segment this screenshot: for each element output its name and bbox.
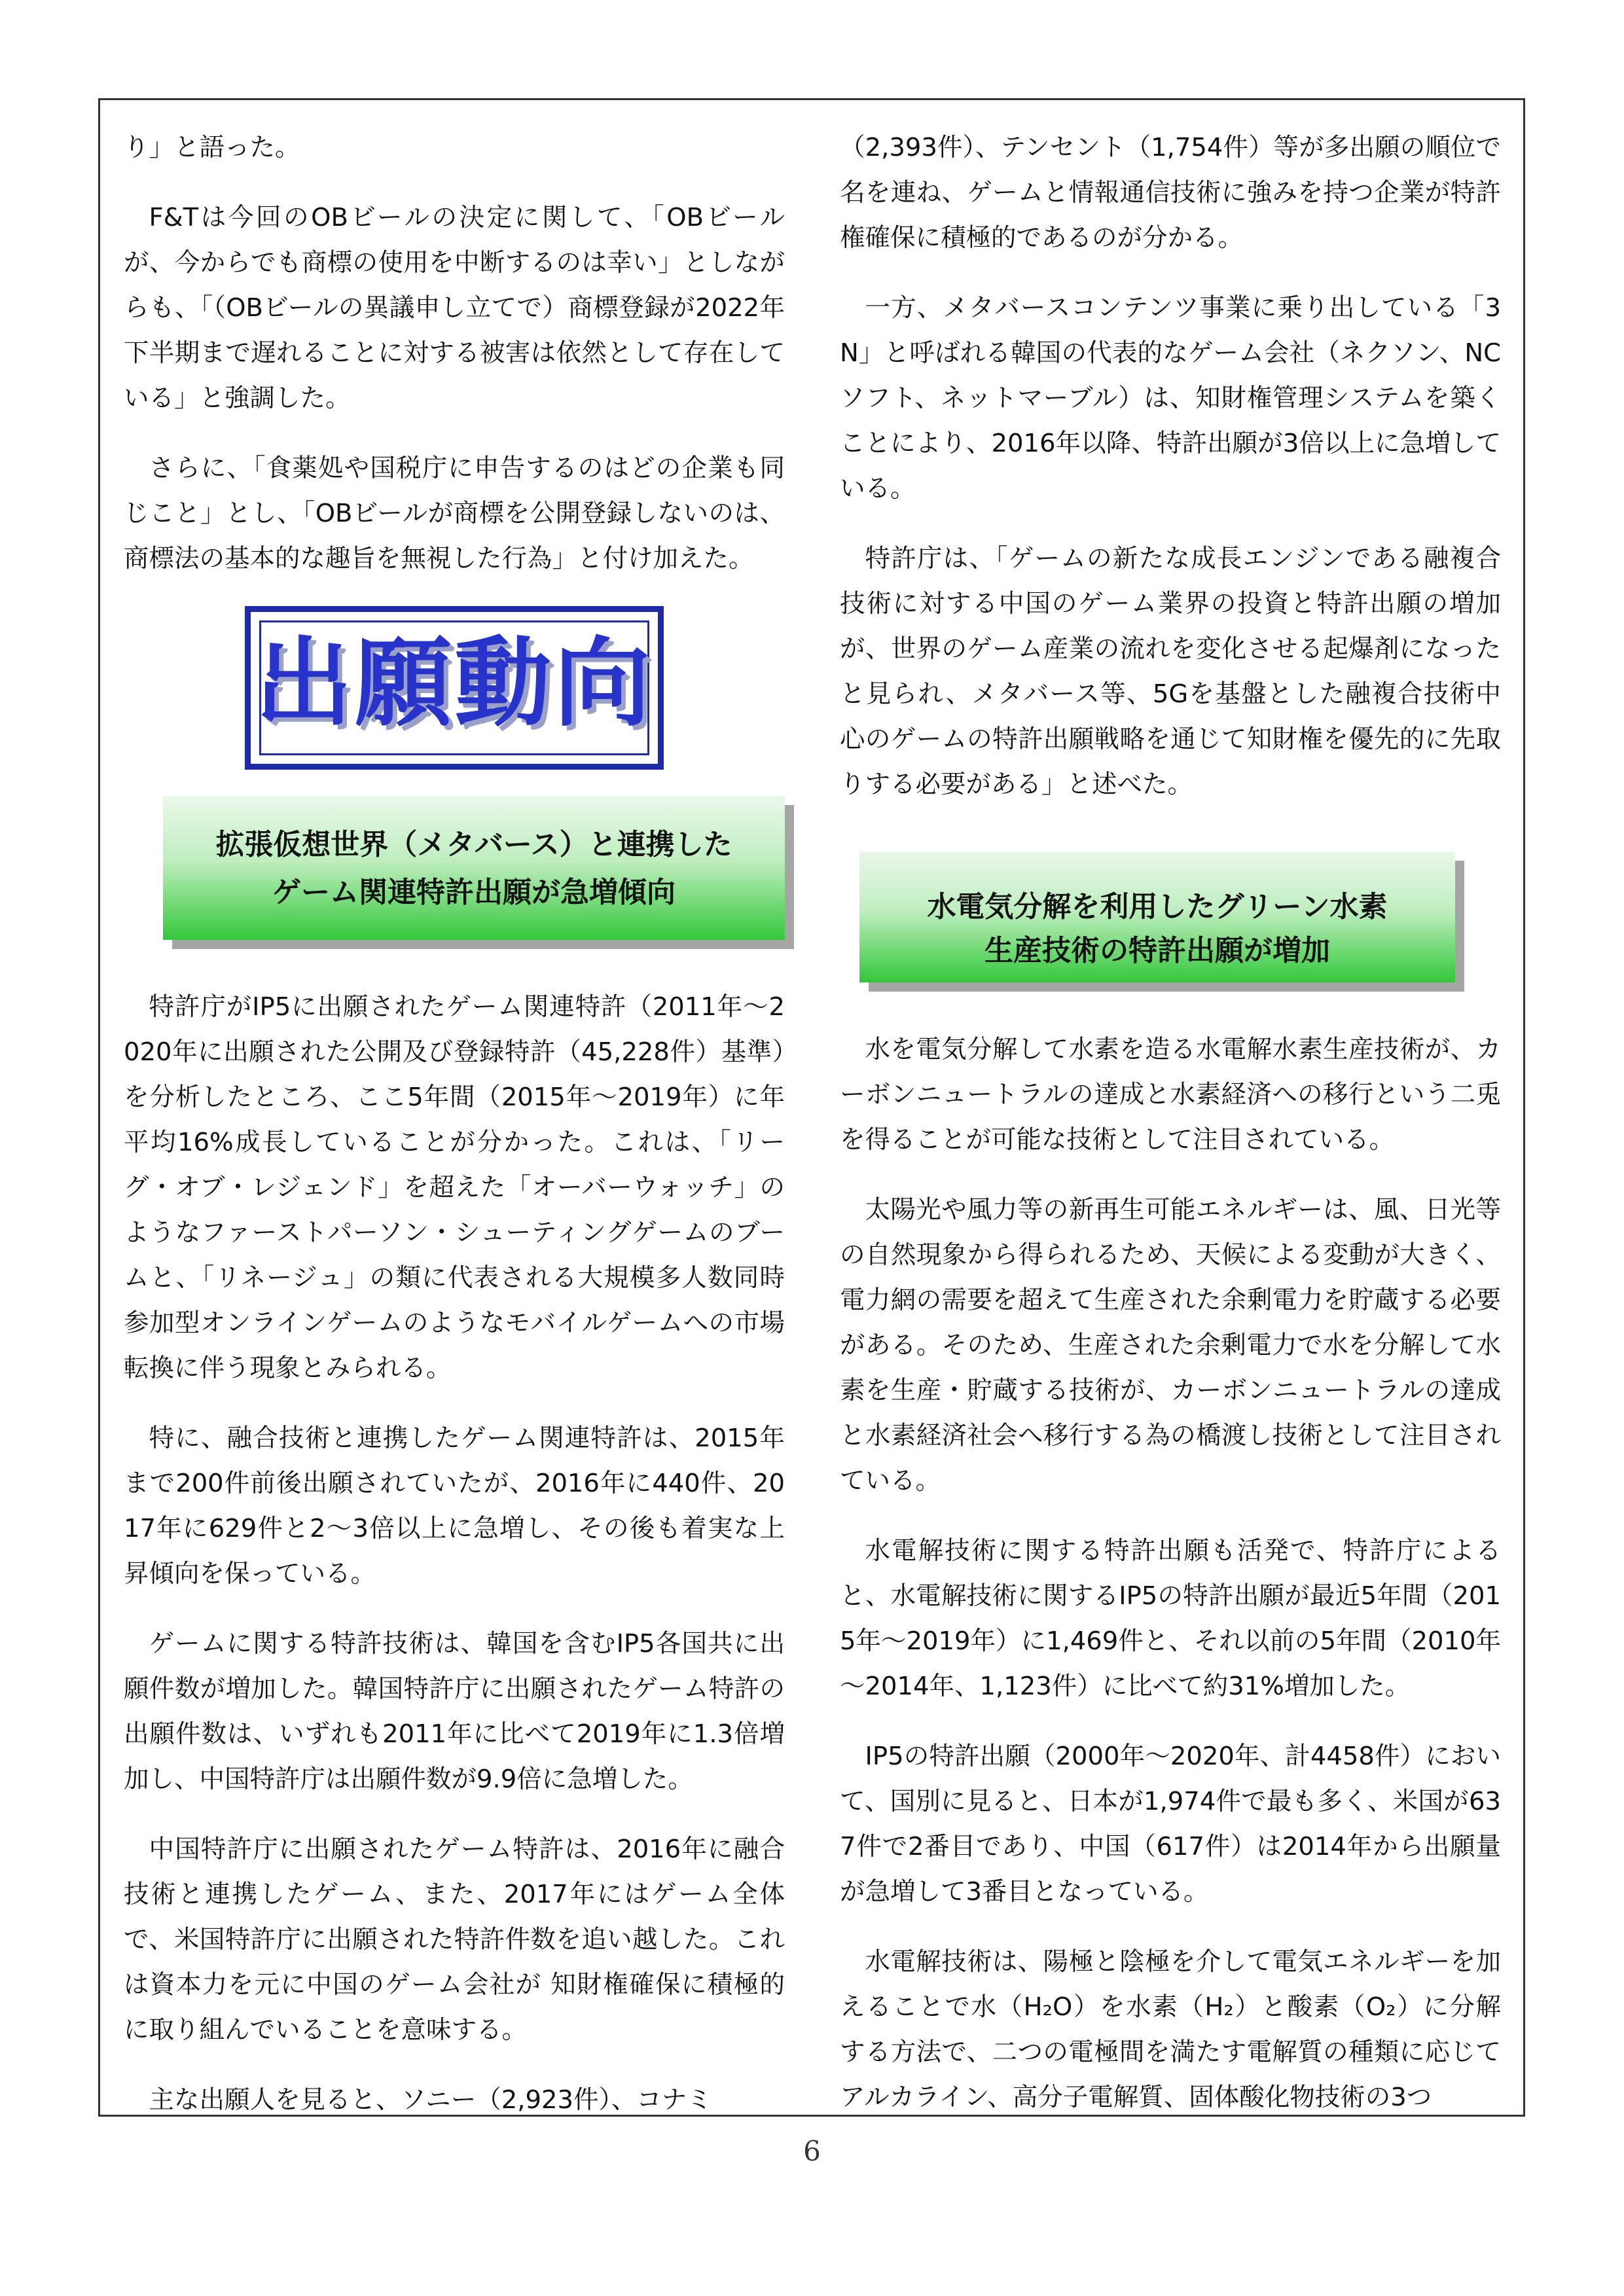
paragraph: 特許庁は、「ゲームの新たな成長エンジンである融複合技術に対する中国のゲーム業界の投資と特許出願の増加が、世界のゲーム産業の流れを変化させる起爆剤になったと見られ、メタバース等、5Gを基盤とした融複合技術中心のゲームの特許出願戦略を通じて知財権を優先的に先取りする必要がある」と述べた。 [840, 544, 1501, 799]
paragraph: り」と語った。 [124, 133, 300, 162]
page-frame [98, 98, 1525, 2117]
right-column [840, 125, 1501, 2145]
paragraph: 主な出願人を見ると、ソニー（2,923件）、コナミ [149, 2085, 712, 2115]
headline-line: 生産技術の特許出願が増加 [984, 934, 1330, 967]
paragraph: 水を電気分解して水素を造る水電解水素生産技術が、カーボンニュートラルの達成と水素経済への移行という二兎を得ることが可能な技術として注目されている。 [840, 1035, 1501, 1155]
headline-hydrogen [840, 832, 1501, 1003]
page-number: 6 [803, 2135, 821, 2167]
headline-metaverse [124, 789, 785, 961]
paragraph: IP5の特許出願（2000年～2020年、計4458件）において、国別に見ると、日本が1,974件で最も多く、米国が637件で2番目であり、中国（617件）は2014年から出願量が急増して3番目となっている。 [840, 1742, 1501, 1907]
section-label: 出願動向 [255, 627, 653, 740]
paragraph: 太陽光や風力等の新再生可能エネルギーは、風、日光等の自然現象から得られるため、天候による変動が大きく、電力網の需要を超えて生産された余剰電力を貯蔵する必要がある。そのため、生産された余剰電力で水を分解して水素を生産・貯蔵する技術が、カーボンニュートラルの達成と水素経済社会へ移行する為の橋渡し技術として注目されている。 [840, 1195, 1501, 1496]
paragraph: 水電解技術に関する特許出願も活発で、特許庁によると、水電解技術に関するIP5の特許出願が最近5年間（2015年～2019年）に1,469件と、それ以前の5年間（2010年～2014年、1,123件）に比べて約31%増加した。 [840, 1536, 1501, 1701]
paragraph: さらに、「食薬処や国税庁に申告するのはどの企業も同じこと」とし、「OBビールが商標を公開登録しないのは、商標法の基本的な趣旨を無視した行為」と付け加えた。 [124, 454, 785, 573]
paragraph: ゲームに関する特許技術は、韓国を含むIP5各国共に出願件数が増加した。韓国特許庁に出願されたゲーム特許の出願件数は、いずれも2011年に比べて2019年に1.3倍増加し、中国特許庁は出願件数が9.9倍に急増した。 [124, 1629, 785, 1794]
section-label-box [245, 606, 664, 770]
headline-line: 水電気分解を利用したグリーン水素 [927, 890, 1388, 924]
paragraph: （2,393件）、テンセント（1,754件）等が多出願の順位で名を連ね、ゲームと情報通信技術に強みを持つ企業が特許権確保に積極的であるのが分かる。 [840, 133, 1501, 253]
paragraph: 特に、融合技術と連携したゲーム関連特許は、2015年まで200件前後出願されていたが、2016年に440件、2017年に629件と2～3倍以上に急増し、その後も着実な上昇傾向を保っている。 [124, 1424, 785, 1588]
headline-line: ゲーム関連特許出願が急増傾向 [272, 876, 676, 909]
paragraph: 水電解技術は、陽極と陰極を介して電気エネルギーを加えることで水（H₂O）を水素（H₂）と酸素（O₂）に分解する方法で、二つの電極間を満たす電解質の種類に応じてアルカライン、高分子電解質、固体酸化物技術の3つ [840, 1947, 1501, 2112]
left-column [124, 125, 785, 2147]
headline-box [859, 852, 1455, 982]
paragraph: 一方、メタバースコンテンツ事業に乗り出している「3N」と呼ばれる韓国の代表的なゲーム会社（ネクソン、NCソフト、ネットマーブル）は、知財権管理システムを築くことにより、2016年以降、特許出願が3倍以上に急増している。 [840, 293, 1501, 503]
paragraph: 特許庁がIP5に出願されたゲーム関連特許（2011年～2020年に出願された公開及び登録特許（45,228件）基準）を分析したところ、ここ5年間（2015年～2019年）に年平均16%成長していることが分かった。これは、「リーグ・オブ・レジェンド」を超えた「オーバーウォッチ」のようなファーストパーソン・シューティングゲームのブームと、「リネージュ」の類に代表される大規模多人数同時参加型オンラインゲームのようなモバイルゲームへの市場転換に伴う現象とみられる。 [124, 992, 785, 1383]
paragraph: 中国特許庁に出願されたゲーム特許は、2016年に融合技術と連携したゲーム、また、2017年にはゲーム全体で、米国特許庁に出願された特許件数を追い越した。これは資本力を元に中国のゲーム会社が 知財権確保に積極的に取り組んでいることを意味する。 [124, 1835, 785, 2045]
headline-box [163, 796, 785, 940]
paragraph: F&Tは今回のOBビールの決定に関して、「OBビールが、今からでも商標の使用を中断するのは幸い」としながらも、「（OBビールの異議申し立てで）商標登録が2022年下半期まで遅れることに対する被害は依然として存在している」と強調した。 [124, 203, 785, 413]
headline-line: 拡張仮想世界（メタバース）と連携した [215, 828, 732, 861]
